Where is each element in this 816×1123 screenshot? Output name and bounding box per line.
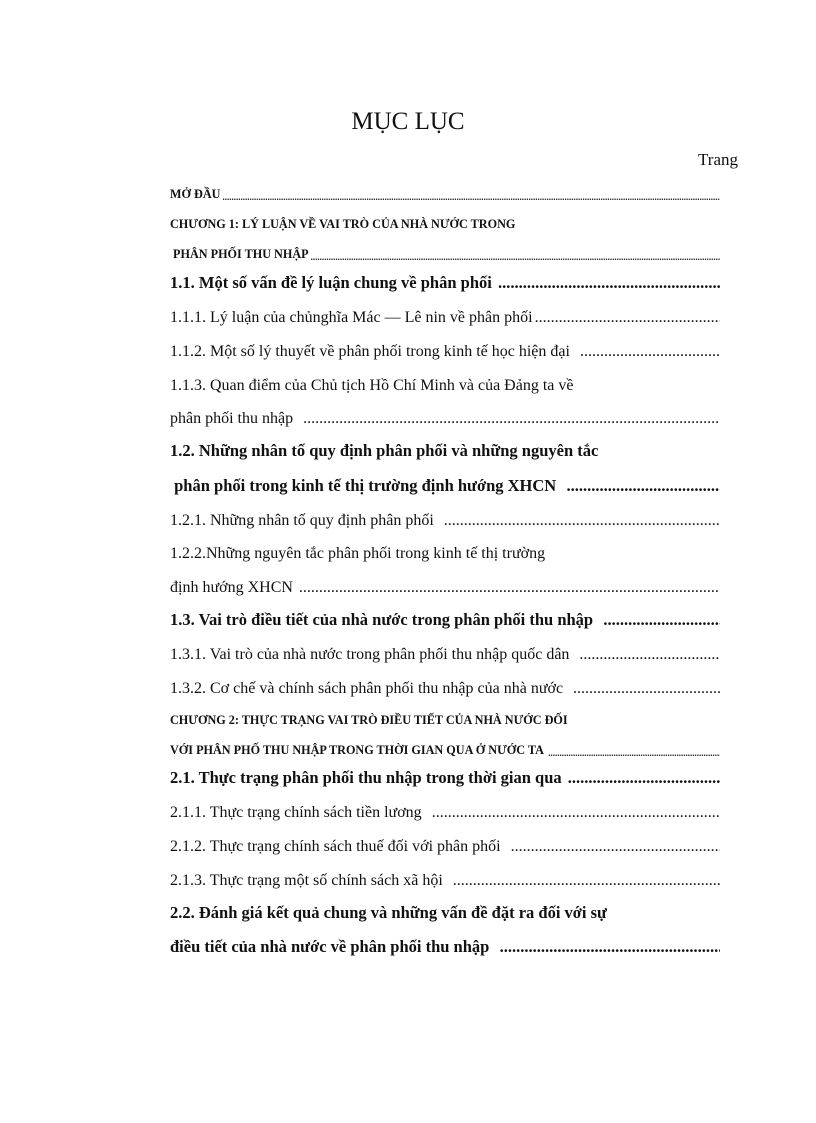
- dot-leader: [442, 512, 720, 530]
- toc-entry-1-1-2[interactable]: [170, 337, 720, 361]
- toc-entry-2-2[interactable]: [170, 899, 720, 923]
- toc-entry-1-1-3[interactable]: [170, 371, 720, 395]
- toc-entry-text: 1.1.1. Lý luận của chủnghĩa Mác — Lê nin về phân phối: [170, 309, 533, 326]
- toc-entry-text: MỞ ĐẦU: [170, 187, 221, 201]
- page-title: MỤC LỤC: [351, 108, 465, 135]
- dot-leader: [546, 748, 720, 758]
- toc-entry-2-1-1[interactable]: [170, 798, 720, 822]
- dot-leader: [564, 476, 720, 496]
- dot-leader: [498, 937, 720, 957]
- dot-leader: [297, 579, 720, 597]
- toc-entry-text: 2.1.3. Thực trạng một số chính sách xã hội: [170, 872, 451, 889]
- toc-entry-text: 1.1.2. Một số lý thuyết về phân phối trong kinh tế học hiện đại: [170, 343, 578, 360]
- toc-entry-2-1-2[interactable]: [170, 832, 720, 856]
- dot-leader: [496, 273, 720, 293]
- toc-entry-1-2-2-cont[interactable]: [170, 573, 720, 597]
- toc-entry-1-2-1[interactable]: [170, 506, 720, 530]
- dot-leader: [220, 192, 720, 202]
- toc-entry-text: phân phối thu nhập: [170, 410, 302, 427]
- toc-entry-1-1-1[interactable]: [170, 303, 720, 327]
- dot-leader: [566, 768, 720, 788]
- dot-leader: [601, 610, 720, 630]
- toc-entry-1-3-2[interactable]: [170, 674, 720, 698]
- page-column-label: Trang: [698, 150, 738, 169]
- toc-entry-text: CHƯƠNG 2: THỰC TRẠNG VAI TRÒ ĐIỀU TIẾT CỦA NHÀ NƯỚC ĐỐI: [170, 713, 568, 727]
- toc-entry-chapter-1[interactable]: [170, 208, 720, 232]
- toc-entry-chapter-2[interactable]: [170, 704, 720, 728]
- toc-entry-text: điều tiết của nhà nước về phân phối thu nhập: [170, 937, 498, 956]
- toc-entry-text: VỚI PHÂN PHỐ THU NHẬP TRONG THỜI GIAN QUA Ở NƯỚC TA: [170, 743, 547, 757]
- toc-entry-text: 2.1.1. Thực trạng chính sách tiền lương: [170, 804, 430, 821]
- toc-entry-text: 2.1.2. Thực trạng chính sách thuế đối với phân phối: [170, 838, 509, 855]
- toc-entry-1-3-1[interactable]: [170, 640, 720, 664]
- toc-entry-mo-dau[interactable]: [170, 178, 720, 202]
- toc-entry-text: 1.2. Những nhân tố quy định phân phối và những nguyên tắc: [170, 441, 599, 460]
- dot-leader: [430, 804, 720, 822]
- toc-entry-2-1[interactable]: [170, 764, 720, 788]
- toc-entry-text: 1.3. Vai trò điều tiết của nhà nước trong phân phối thu nhập: [170, 610, 602, 629]
- toc-entry-text: PHÂN PHỐI THU NHẬP: [170, 247, 309, 261]
- dot-leader: [533, 309, 720, 327]
- dot-leader: [571, 680, 720, 698]
- dot-leader: [309, 252, 720, 262]
- toc-entry-1-1[interactable]: [170, 269, 720, 293]
- toc-entry-text: 1.3.1. Vai trò của nhà nước trong phân phối thu nhập quốc dân: [170, 646, 578, 663]
- toc-entry-1-2-2[interactable]: [170, 539, 720, 563]
- toc-entry-text: CHƯƠNG 1: LÝ LUẬN VỀ VAI TRÒ CỦA NHÀ NƯỚC TRONG: [170, 217, 516, 231]
- dot-leader: [451, 872, 720, 890]
- toc-entry-text: 1.2.2.Những nguyên tắc phân phối trong kinh tế thị trường: [170, 545, 546, 562]
- toc-entry-2-1-3[interactable]: [170, 866, 720, 890]
- toc-entry-1-2-cont[interactable]: [170, 472, 720, 496]
- toc-entry-chapter-1-cont[interactable]: [170, 238, 720, 262]
- dot-leader: [509, 838, 720, 856]
- dot-leader: [301, 410, 720, 428]
- dot-leader: [577, 646, 720, 664]
- toc-entry-text: 2.1. Thực trạng phân phối thu nhập trong thời gian qua: [170, 768, 566, 787]
- toc-entry-1-2[interactable]: [170, 437, 720, 461]
- toc-entry-2-2-cont[interactable]: [170, 933, 720, 957]
- toc-entry-text: phân phối trong kinh tế thị trường định hướng XHCN: [170, 476, 565, 495]
- toc-entry-text: 1.2.1. Những nhân tố quy định phân phối: [170, 512, 442, 529]
- toc-entry-chapter-2-cont[interactable]: [170, 734, 720, 758]
- toc-entry-1-1-3-cont[interactable]: [170, 404, 720, 428]
- toc-entry-text: 1.3.2. Cơ chế và chính sách phân phối thu nhập của nhà nước: [170, 680, 572, 697]
- toc-entry-1-3[interactable]: [170, 606, 720, 630]
- toc-entry-text: định hướng XHCN: [170, 579, 297, 596]
- toc-entry-text: 2.2. Đánh giá kết quả chung và những vấn đề đặt ra đối với sự: [170, 903, 607, 922]
- dot-leader: [578, 343, 720, 361]
- toc-entry-text: 1.1. Một số vấn đề lý luận chung về phân phối: [170, 273, 496, 292]
- toc-entry-text: 1.1.3. Quan điểm của Chủ tịch Hồ Chí Minh và của Đảng ta về: [170, 377, 574, 394]
